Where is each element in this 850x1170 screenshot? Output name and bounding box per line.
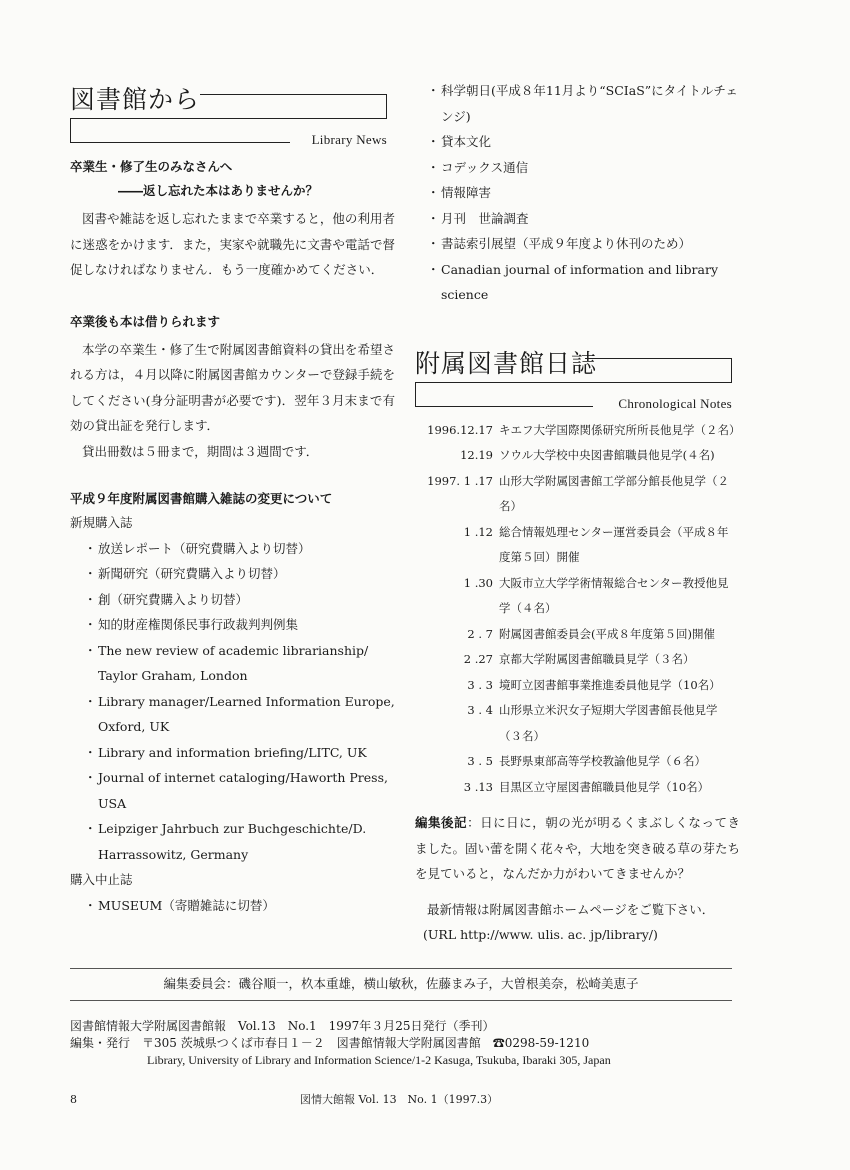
header-rule <box>415 382 732 383</box>
diary-text: 山形県立米沢女子短期大学図書館長他見学（３名） <box>499 703 718 743</box>
list-item: ・ 書誌索引展望（平成９年度より休刊のため） <box>415 231 740 257</box>
chronological-header <box>415 344 740 412</box>
diary-entry <box>415 571 740 622</box>
web-notice: 最新情報は附属図書館ホームページをご覧下さい． <box>427 901 715 917</box>
divider <box>70 968 732 969</box>
diary-text: 附属図書館委員会(平成８年度第５回)開催 <box>499 626 715 641</box>
postscript-label: 編集後記 <box>415 815 468 830</box>
library-news-subtitle: Library News <box>311 132 387 147</box>
graduates-heading: 卒業生・修了生のみなさんへ <box>70 159 233 174</box>
header-rule <box>70 118 387 119</box>
diary-date: 3 . 5 <box>467 754 493 768</box>
borrow-heading: 卒業後も本は借りられます <box>70 313 221 329</box>
header-rule <box>585 358 732 359</box>
library-news-title: 図書館から <box>70 85 201 114</box>
diary-entry <box>415 647 740 673</box>
colophon-address: 〒305 茨城県つくば市春日１－２ 図書館情報大学附属図書館 ☎0298-59-1210 <box>142 1036 590 1050</box>
editorial-committee: 編集委員会：磯谷順一，杦本重雄，横山敏秋，佐藤まみ子，大曽根美奈，松崎美恵子 <box>163 976 639 991</box>
diary-text: 長野県東部高等学校教諭他見学（６名） <box>499 754 706 768</box>
list-item: ・ The new review of academic librarianship/ Taylor Graham, London <box>70 638 395 689</box>
header-rule <box>415 406 593 407</box>
left-column <box>70 80 395 918</box>
list-item: ・ Leipziger Jahrbuch zur Buchgeschichte/D. Harrassowitz, Germany <box>70 816 395 867</box>
list-item: ・ コデックス通信 <box>415 155 740 181</box>
header-rule <box>70 118 71 142</box>
diary-entry <box>415 469 740 520</box>
editor-postscript <box>415 810 740 887</box>
list-item: ・ 貸本文化 <box>415 129 740 155</box>
diary-date: 2 . 7 <box>467 626 493 641</box>
journals-heading: 平成９年度附属図書館購入雑誌の変更について <box>70 491 333 506</box>
diary-entry <box>415 673 740 699</box>
list-item: ・ 情報障害 <box>415 180 740 206</box>
diary-list <box>415 418 740 801</box>
list-item: ・ 創（研究費購入より切替） <box>70 587 395 613</box>
list-item: ・ 新聞研究（研究費購入より切替） <box>70 561 395 587</box>
header-rule <box>415 382 416 406</box>
list-item: ・ 科学朝日(平成８年11月より“SCIaS”にタイトルチェンジ) <box>415 78 740 129</box>
header-rule <box>200 94 387 95</box>
diary-date: 2 .27 <box>463 652 493 666</box>
web-url: (URL http://www. ulis. ac. jp/library/) <box>423 927 658 942</box>
colophon-line-2 <box>70 1035 589 1051</box>
list-item: ・ Journal of internet cataloging/Haworth Press, USA <box>70 765 395 816</box>
diary-date: 1996.12.17 <box>427 422 493 437</box>
colophon-line-3: Library, University of Library and Information Science/1-2 Kasuga, Tsukuba, Ibaraki 305, Japan <box>147 1053 611 1067</box>
diary-entry <box>415 418 740 444</box>
diary-entry <box>415 443 740 469</box>
stopped-journals-list-continued <box>415 78 740 308</box>
diary-text: 総合情報処理センター運営委員会（平成８年度第５回）開催 <box>499 524 729 564</box>
stopped-journals-label: 購入中止誌 <box>70 872 133 887</box>
diary-date: 1 .12 <box>463 524 493 539</box>
journal-reference: 図情大館報 Vol. 13 No. 1（1997.3） <box>300 1093 499 1106</box>
header-rule <box>70 142 290 143</box>
diary-date: 1 .30 <box>463 575 493 590</box>
list-item: ・ Library manager/Learned Information Europe, Oxford, UK <box>70 689 395 740</box>
new-journals-label: 新規購入誌 <box>70 515 133 530</box>
diary-entry <box>415 622 740 648</box>
diary-date: 3 . 3 <box>467 677 493 692</box>
list-item: ・ 放送レポート（研究費購入より切替） <box>70 536 395 562</box>
chronological-title: 附属図書館日誌 <box>415 348 598 378</box>
borrow-limits: 貸出冊数は５冊まで，期間は３週間です． <box>82 443 319 459</box>
diary-entry <box>415 520 740 571</box>
list-item: ・ 月刊 世論調査 <box>415 206 740 232</box>
diary-text: 目黒区立守屋図書館職員他見学（10名） <box>499 779 710 794</box>
diary-date: 12.19 <box>460 448 493 462</box>
stopped-journals-list <box>70 893 395 919</box>
diary-text: ソウル大学校中央図書館職員他見学(４名) <box>499 448 715 462</box>
right-column <box>415 78 740 948</box>
borrow-body: 本学の卒業生・修了生で附属図書館資料の貸出を希望される方は，４月以降に附属図書館カウンターで登録手続をしてください(身分証明書が必要です)．翌年３月末まで有効の貸出証を発行します． <box>70 341 395 433</box>
diary-entry <box>415 698 740 749</box>
postscript-body: ：日に日に，朝の光が明るくまぶしくなってきました。固い蕾を開く花々や，大地を突き破る草の芽たちを見ていると，なんだか力がわいてきませんか？ <box>415 815 740 881</box>
diary-date: 1997. 1 .17 <box>427 473 493 488</box>
diary-entry <box>415 775 740 801</box>
list-item: ・ MUSEUM（寄贈雑誌に切替） <box>70 893 395 919</box>
list-item: ・ 知的財産権関係民事行政裁判判例集 <box>70 612 395 638</box>
diary-text: 大阪市立大学学術情報総合センター教授他見学（４名） <box>499 575 729 615</box>
colophon-label: 編集・発行 <box>70 1036 131 1050</box>
diary-entry <box>415 749 740 775</box>
new-journals-list <box>70 536 395 868</box>
list-item: ・ Library and information briefing/LITC, UK <box>70 740 395 766</box>
diary-text: 境町立図書館事業推進委員他見学（10名） <box>499 677 721 692</box>
page-number: 8 <box>70 1093 77 1106</box>
header-rule <box>731 358 732 382</box>
colophon-line-1: 図書館情報大学附属図書館報 Vol.13 No.1 1997年３月25日発行（季刊） <box>70 1019 495 1033</box>
graduates-body: 図書や雑誌を返し忘れたままで卒業すると，他の利用者に迷惑をかけます．また，実家や就職先に文書や電話で督促しなければなりません．もう一度確かめてください． <box>70 211 395 277</box>
library-news-header <box>70 80 395 148</box>
divider <box>70 1000 732 1001</box>
graduates-subheading: ――返し忘れた本はありませんか？ <box>118 183 319 198</box>
diary-date: 3 .13 <box>463 779 493 794</box>
diary-text: キエフ大学国際関係研究所所長他見学（２名） <box>499 422 741 437</box>
list-item: ・ Canadian journal of information and library science <box>415 257 740 308</box>
header-rule <box>386 94 387 118</box>
diary-text: 山形大学附属図書館工学部分館長他見学（２名） <box>499 473 729 513</box>
chronological-subtitle: Chronological Notes <box>618 395 732 411</box>
diary-date: 3 . 4 <box>467 703 493 717</box>
diary-text: 京都大学附属図書館職員見学（３名） <box>499 652 695 666</box>
